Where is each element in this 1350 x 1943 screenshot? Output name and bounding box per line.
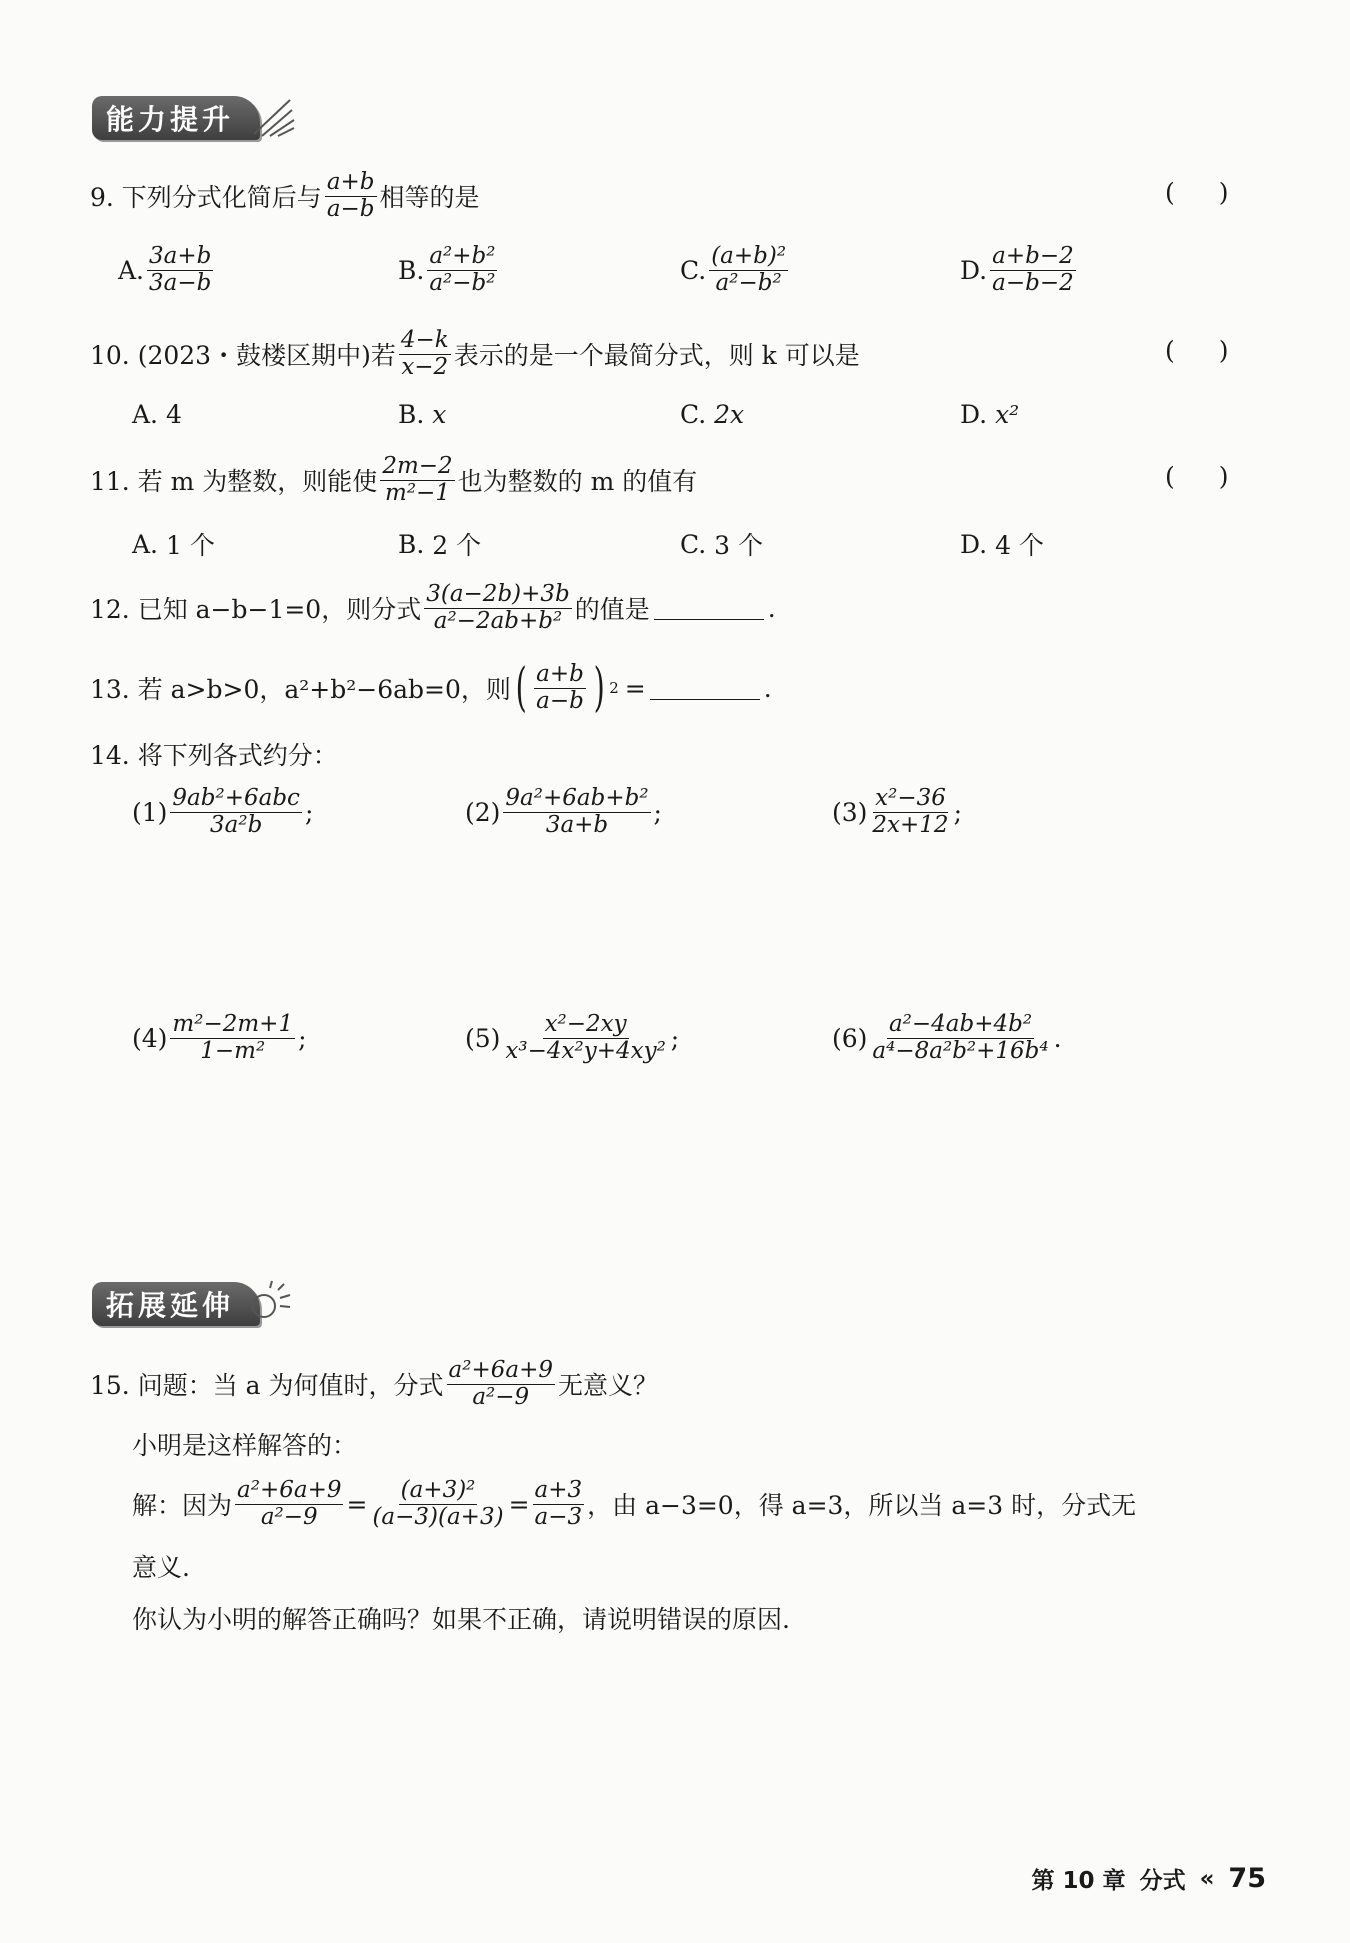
q9-den: a−b [326, 195, 375, 222]
section-banner-extension [92, 1282, 260, 1326]
q10-b-text: x [432, 400, 447, 429]
q11-a-text: 1 个 [165, 531, 215, 560]
q15-f3-num: a+3 [534, 1477, 583, 1503]
q12-end: . [767, 593, 776, 623]
question-9 [90, 170, 480, 223]
q9-option-a[interactable] [118, 244, 216, 297]
q10-stem-end: 表示的是一个最简分式，则 k 可以是 [453, 341, 860, 371]
q14-3-label: (3) [832, 797, 868, 827]
question-15 [90, 1358, 658, 1411]
q9-option-b-label: B. [398, 255, 425, 285]
q10-option-b[interactable] [398, 400, 446, 429]
question-13: 13. 若 a>b>0，a²+b²−6ab=0，则 ( $\frac{a+b}{a-b}$ ) 2 = . [90, 657, 772, 718]
q15-sol-post: ，由 a−3=0，得 a=3，所以当 a=3 时，分式无 [587, 1491, 1137, 1521]
q15-f1-den: a²−9 [260, 1503, 318, 1530]
q11-stem-end: 也为整数的 m 的值有 [457, 467, 698, 497]
q11-b-text: 2 个 [432, 531, 482, 560]
q9-a-num: 3a+b [149, 243, 212, 269]
q14-4-num: m²−2m+1 [172, 1011, 294, 1037]
q14-5-label: (5) [465, 1023, 501, 1053]
q14-item-6 [832, 1012, 1062, 1065]
q13-close-paren: ) [593, 657, 605, 718]
q14-5-num: x²−2xy [544, 1011, 627, 1037]
q15-solution-cont [132, 1548, 190, 1584]
section-title-extension: 拓展延伸 [106, 1289, 235, 1322]
q13-fraction [534, 662, 586, 715]
section-banner-ability [92, 96, 260, 140]
q14-item-1 [132, 786, 313, 839]
q9-b-num: a²+b² [429, 243, 496, 269]
q9-fraction [325, 170, 377, 223]
q14-4-end: ; [298, 1023, 307, 1053]
q9-stem: 9. 下列分式化简后与 [90, 183, 322, 213]
q9-option-d[interactable] [960, 244, 1079, 297]
q10-option-c[interactable] [680, 400, 744, 429]
q15-fraction [447, 1358, 555, 1411]
q13-end: . [763, 673, 772, 703]
q14-4-den: 1−m² [200, 1037, 266, 1064]
q15-f1-num: a²+6a+9 [237, 1477, 342, 1503]
q10-a-label: A. [132, 400, 159, 429]
question-14 [90, 736, 338, 772]
q12-answer-blank[interactable] [654, 597, 764, 620]
q12-fraction [424, 582, 572, 635]
q14-4-label: (4) [132, 1023, 168, 1053]
q13-stem: 13. 若 a>b>0，a²+b²−6ab=0，则 [90, 675, 511, 705]
q15-sol-frac3 [533, 1478, 585, 1531]
q11-stem: 11. 若 m 为整数，则能使 [90, 467, 378, 497]
q12-stem: 12. 已知 a−b−1=0，则分式 [90, 595, 422, 625]
q9-option-c[interactable] [680, 244, 791, 297]
page-footer [1032, 1862, 1266, 1895]
q15-sol-pre: 解：因为 [132, 1491, 233, 1521]
q13-answer-blank[interactable] [650, 677, 760, 700]
answer-paren-9: () [1165, 178, 1273, 207]
q15-ask [132, 1600, 790, 1636]
q10-c-label: C. [680, 400, 707, 429]
q11-option-c[interactable] [680, 526, 763, 562]
q15-num: a²+6a+9 [448, 1357, 553, 1383]
q10-stem: 10. (2023・鼓楼区期中)若 [90, 341, 396, 371]
q9-option-c-label: C. [680, 255, 707, 285]
q9-option-d-label: D. [960, 255, 988, 285]
q9-c-num: (a+b)² [711, 243, 787, 269]
q10-num: 4−k [400, 327, 449, 353]
q14-1-end: ; [304, 797, 314, 827]
q14-6-num: a²−4ab+4b² [888, 1011, 1033, 1037]
q15-f3-den: a−3 [534, 1503, 583, 1530]
q15-intro [132, 1426, 357, 1462]
q11-a-label: A. [132, 529, 159, 559]
q12-num: 3(a−2b)+3b [426, 581, 570, 607]
q14-item-2 [465, 786, 662, 839]
q11-d-text: 4 个 [995, 531, 1044, 560]
q15-f2-num: (a+3)² [400, 1477, 476, 1503]
q11-c-text: 3 个 [714, 531, 763, 560]
q10-den: x−2 [401, 353, 449, 380]
page-number: 75 [1228, 1863, 1266, 1894]
q15-solution [132, 1478, 1136, 1531]
q11-den: m²−1 [385, 479, 450, 506]
q9-option-a-label: A. [118, 255, 145, 285]
answer-paren-11: () [1165, 462, 1273, 491]
q14-1-den: 3a²b [210, 811, 263, 838]
q14-3-end: ; [953, 797, 963, 827]
q9-b-den: a²−b² [429, 269, 496, 296]
q11-num: 2m−2 [382, 453, 453, 479]
question-11 [90, 454, 697, 507]
q15-den: a²−9 [472, 1383, 530, 1410]
q14-3-den: 2x+12 [872, 811, 949, 838]
q14-3-num: x²−36 [875, 785, 946, 811]
q11-option-a[interactable] [132, 526, 215, 562]
q11-option-d[interactable] [960, 526, 1044, 562]
q15-sol-frac2 [370, 1478, 505, 1531]
q15-stem: 15. 问题：当 a 为何值时，分式 [90, 1371, 444, 1401]
q9-d-num: a+b−2 [992, 243, 1074, 269]
q11-option-b[interactable] [398, 526, 481, 562]
q13-den: a−b [536, 687, 584, 714]
q10-b-label: B. [398, 400, 425, 429]
q15-eq1: = [346, 1489, 368, 1519]
q14-item-3 [832, 786, 962, 839]
q15-sol-cont-text: 意义. [132, 1553, 190, 1582]
q15-eq2: = [508, 1489, 530, 1519]
q9-c-den: a²−b² [715, 269, 782, 296]
q14-6-label: (6) [832, 1023, 868, 1053]
q11-b-label: B. [398, 529, 425, 559]
q10-option-d[interactable] [960, 400, 1019, 429]
q13-num: a+b [536, 661, 584, 687]
double-chevron-left-icon: « [1199, 1865, 1215, 1892]
q14-2-den: 3a+b [545, 811, 609, 838]
lightbulb-icon [250, 1280, 292, 1326]
q12-stem-end: 的值是 [574, 595, 650, 625]
q15-stem-end: 无意义？ [557, 1371, 658, 1401]
q14-item-4 [132, 1012, 307, 1065]
q10-d-text: x² [995, 400, 1020, 429]
q10-a-text: 4 [165, 400, 182, 429]
q14-6-den: a⁴−8a²b²+16b⁴ [872, 1037, 1049, 1064]
q14-6-end: . [1053, 1023, 1062, 1053]
q14-5-end: ; [670, 1023, 680, 1053]
q9-a-den: 3a−b [149, 269, 212, 296]
q11-fraction [380, 454, 454, 507]
spark-lines-icon [250, 94, 296, 138]
q14-1-num: 9ab²+6abc [172, 785, 300, 811]
q15-f2-den: (a−3)(a+3) [372, 1503, 504, 1530]
footer-chapter: 第 10 章 [1031, 1868, 1126, 1894]
q9-option-b[interactable] [398, 244, 500, 297]
q14-5-den: x³−4x²y+4xy² [505, 1037, 666, 1064]
q14-item-5 [465, 1012, 679, 1065]
q14-1-label: (1) [132, 797, 168, 827]
q10-c-text: 2x [714, 400, 745, 429]
q13-open-paren: ( [515, 657, 527, 718]
q14-stem: 14. 将下列各式约分： [90, 741, 338, 770]
section-title-ability: 能力提升 [106, 103, 235, 136]
q10-d-label: D. [960, 400, 988, 429]
q13-eq: = [624, 673, 646, 703]
q9-stem-end: 相等的是 [379, 183, 480, 213]
q9-num: a+b [326, 169, 375, 195]
question-10 [90, 328, 860, 381]
q11-c-label: C. [680, 529, 707, 559]
question-12 [90, 582, 776, 635]
q11-d-label: D. [960, 529, 988, 559]
q15-ask-text: 你认为小明的解答正确吗？如果不正确，请说明错误的原因. [132, 1605, 790, 1634]
q14-2-num: 9a²+6ab+b² [505, 785, 649, 811]
q14-2-end: ; [653, 797, 662, 827]
q10-option-a[interactable] [132, 400, 182, 429]
q15-sol-frac1 [235, 1478, 343, 1531]
q14-2-label: (2) [465, 797, 501, 827]
q12-den: a²−2ab+b² [433, 607, 563, 634]
q10-fraction [399, 328, 451, 381]
answer-paren-10: () [1165, 336, 1273, 365]
q15-intro-text: 小明是这样解答的： [132, 1431, 358, 1460]
footer-title: 分式 [1139, 1868, 1186, 1894]
q9-d-den: a−b−2 [992, 269, 1074, 296]
